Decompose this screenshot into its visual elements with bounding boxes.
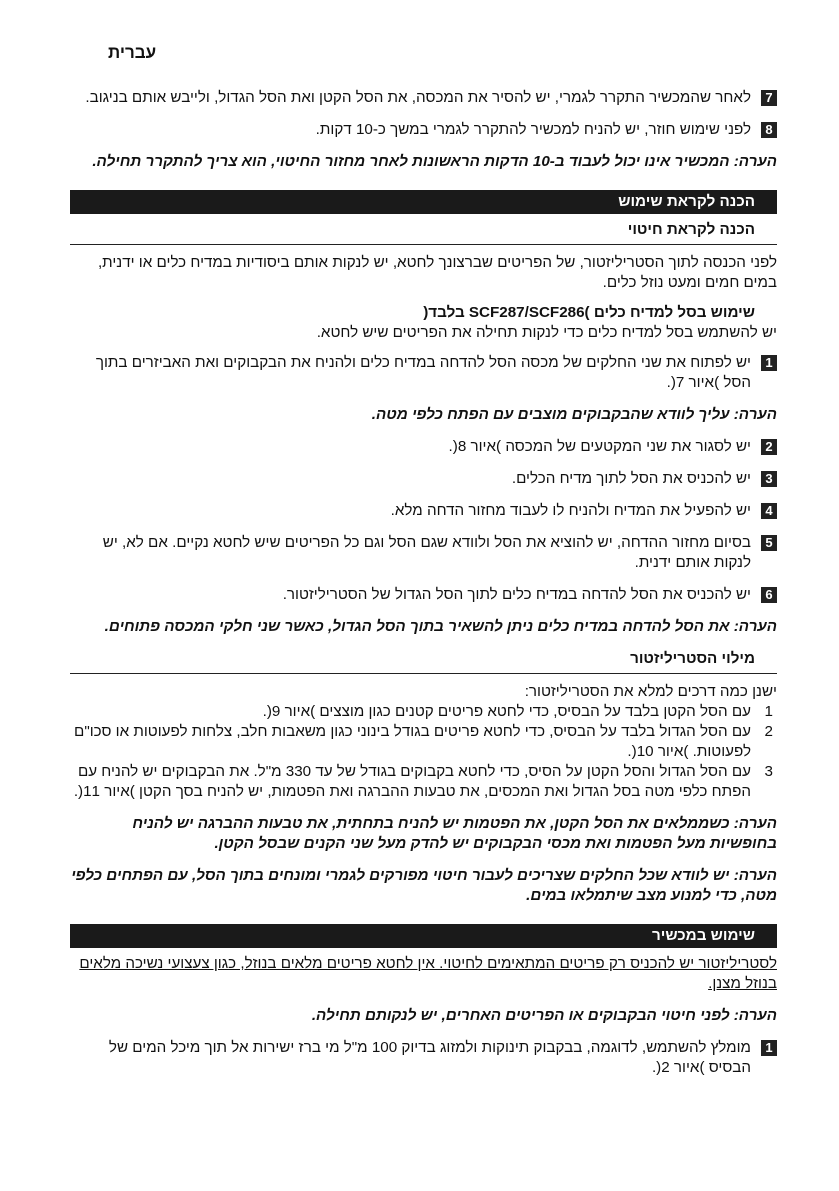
section-title-prep: הכנה לקראת שימוש [70, 190, 777, 214]
subheading-disinfection-prep: הכנה לקראת חיטוי [70, 220, 777, 245]
dishwasher-intro: יש להשתמש בסל למדיח כלים כדי לנקות תחילה את הפריטים שיש לחטא. [316, 324, 777, 341]
step-7 [70, 88, 777, 108]
content [70, 88, 777, 1090]
use-intro: לסטריליזטור יש להכניס רק פריטים המתאימים לחיטוי. אין לחטא פריטים מלאים בנוזל, כגון צעצועי נשיכה מלאים בנוזל מצנן. [79, 955, 777, 992]
step-text: לפני שימוש חוזר, יש להניח למכשיר להתקרר לגמרי במשך כ-10 דקות. [315, 121, 751, 138]
list-text: עם הסל הגדול והסל הקטן על הסיס, כדי לחטא בקבוקים בגודל של עד 330 מ"ל. את הבקבוקים יש להניח עם הפתח כלפי מטה בסל הגדול ואת המכסים, את טבעות ההברגה ואת הפטמות, יש להניח בסך הקטן )איור 11(. [73, 763, 751, 800]
step-text: יש לפתוח את שני החלקים של מכסה הסל להדחה במדיח כלים ולהניח את הבקבוקים ואת האביזרים בתוך הסל )איור 7(. [95, 354, 751, 391]
step-number: 6 [761, 587, 777, 603]
language-label: עברית [108, 43, 157, 62]
prep-intro: לפני הכנסה לתוך הסטריליזטור, של הפריטים שברצונך לחטא, יש לנקות אותם ביסודיות במדיח כלים או ידנית, במים חמים ומעט נוזל כלים. [97, 254, 777, 291]
list-number: 3 [764, 763, 773, 780]
step-text: יש להפעיל את המדיח ולהניח לו לעבוד מחזור הדחה מלא. [390, 502, 751, 519]
note-basket-inside: הערה: את הסל להדחה במדיח כלים ניתן להשאיר בתוך הסל הגדול, כאשר שני חלקי המכסה פתוחים. [104, 618, 777, 635]
step-6 [70, 585, 777, 605]
step-text: מומלץ להשתמש, לדוגמה, בבקבוק תינוקות ולמזוג בדיוק 100 מ"ל מי ברז ישירות אל תוך מיכל המים של הבסיס )איור 2(. [108, 1039, 751, 1076]
step-number: 1 [761, 355, 777, 371]
note-clean-first: הערה: לפני חיטוי הבקבוקים או הפריטים האחרים, יש לנקותם תחילה. [311, 1007, 777, 1024]
fill-item-3 [70, 762, 777, 802]
step-3 [70, 469, 777, 489]
step-text: יש להכניס את הסל להדחה במדיח כלים לתוך הסל הגדול של הסטריליזטור. [282, 586, 751, 603]
note-bottles-down: הערה: עליך לוודא שהבקבוקים מוצבים עם הפתח כלפי מטה. [371, 406, 777, 423]
note-small-basket: הערה: כשממלאים את הסל הקטן, את הפטמות יש להניח בתחתית, את טבעות ההברגה יש להניח בחופשיות מעל הפטמות ואת מכסי הבקבוקים יש להדק מעל שני הקנים שבסל הקטן. [132, 815, 777, 852]
step-number: 5 [761, 535, 777, 551]
section-title-use: שימוש במכשיר [70, 924, 777, 948]
step-text: בסיום מחזור ההדחה, יש להוציא את הסל ולוודא שגם הסל וגם כל הפריטים שיש לחטא נקיים. אם לא, יש לנקות אותם ידנית. [102, 534, 751, 571]
step-number: 8 [761, 122, 777, 138]
step-number: 7 [761, 90, 777, 106]
dishwasher-basket-heading: שימוש בסל למדיח כלים )SCF287/SCF286 בלבד( [423, 304, 755, 321]
step-text: יש להכניס את הסל לתוך מדיח הכלים. [511, 470, 751, 487]
note-parts-disassembled: הערה: יש לוודא שכל החלקים שצריכים לעבור חיטוי מפורקים לגמרי ומונחים בתוך הסל, עם הפתחים כלפי מטה, כדי למנוע מצב שיתמלאו במים. [71, 867, 777, 904]
step-1 [70, 353, 777, 393]
step-5 [70, 533, 777, 573]
step-text: לאחר שהמכשיר התקרר לגמרי, יש להסיר את המכסה, את הסל הקטן ואת הסל הגדול, ולייבש אותם בניגוב. [85, 89, 751, 106]
fill-intro: ישנן כמה דרכים למלא את הסטריליזטור: [524, 683, 777, 700]
list-number: 2 [764, 723, 773, 740]
list-number: 1 [764, 703, 773, 720]
step-8 [70, 120, 777, 140]
fill-item-2 [70, 722, 777, 762]
note-cooldown: הערה: המכשיר אינו יכול לעבוד ב-10 הדקות הראשונות לאחר מחזור החיטוי, הוא צריך להתקרר תחילה. [92, 153, 777, 170]
use-step-1 [70, 1038, 777, 1078]
list-text: עם הסל הגדול בלבד על הבסיס, כדי לחטא פריטים בגודל בינוני כגון משאבות חלב, צלחות לפעוטות או סכו"ם לפעוטות. )איור 10(. [74, 723, 751, 760]
step-text: יש לסגור את שני המקטעים של המכסה )איור 8(. [448, 438, 751, 455]
step-2 [70, 437, 777, 457]
step-number: 1 [761, 1040, 777, 1056]
step-4 [70, 501, 777, 521]
step-number: 3 [761, 471, 777, 487]
step-number: 2 [761, 439, 777, 455]
list-text: עם הסל הקטן בלבד על הבסיס, כדי לחטא פריטים קטנים כגון מוצצים )איור 9(. [262, 703, 751, 720]
subheading-filling: מילוי הסטריליזטור [70, 649, 777, 674]
fill-item-1 [70, 702, 777, 722]
step-number: 4 [761, 503, 777, 519]
